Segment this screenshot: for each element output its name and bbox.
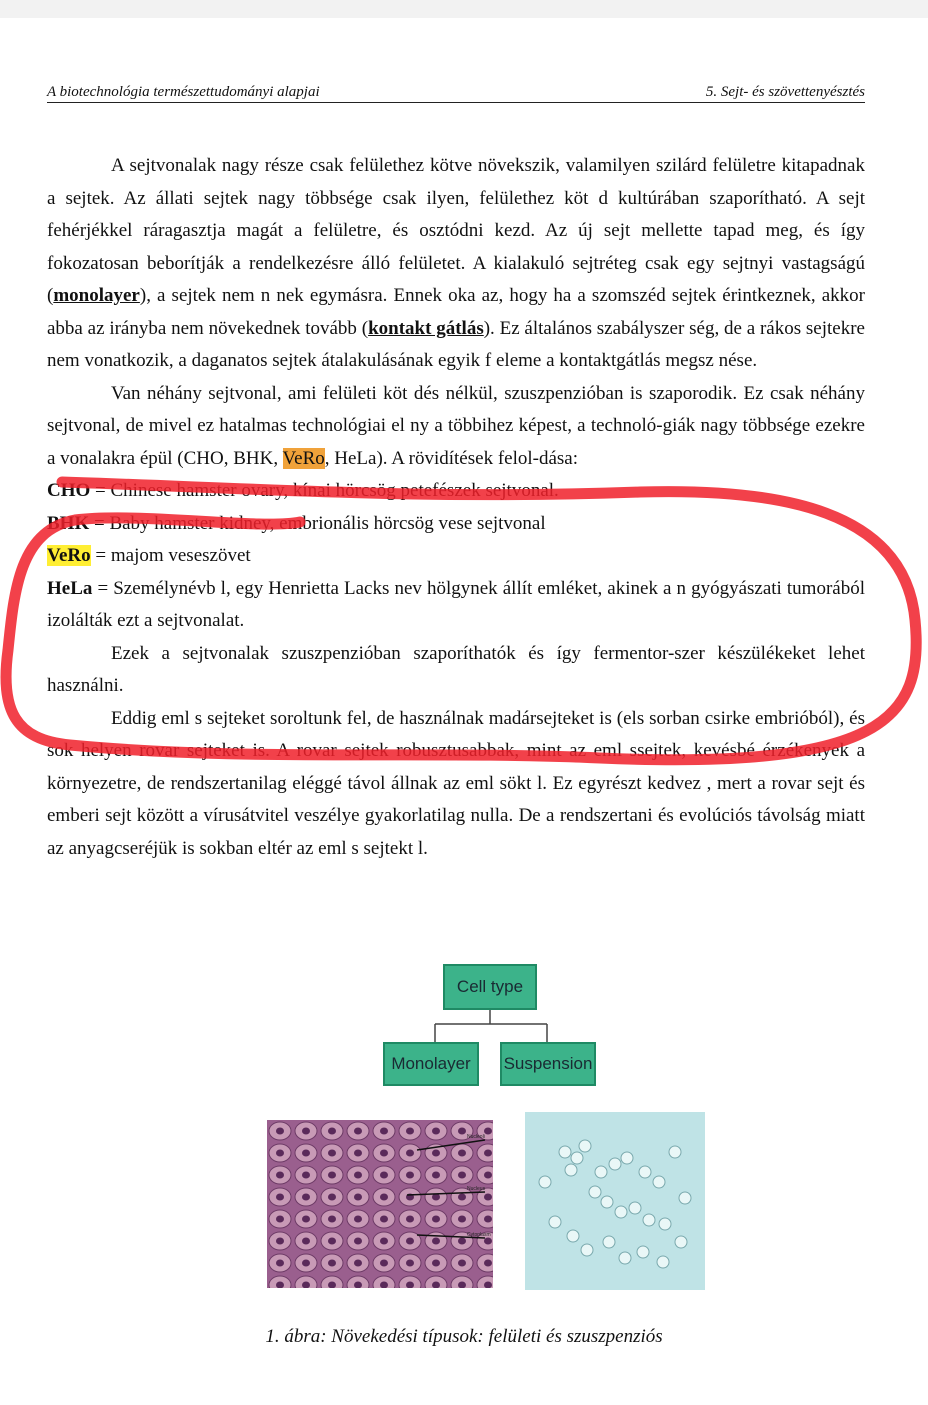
body-text — [47, 150, 865, 865]
diagram-monolayer-box: Monolayer — [383, 1042, 479, 1086]
paragraph-fermentor: Ezek a sejtvonalak szuszpenzióban szaporíthatók és így fermentor-szer készülékeket lehet használni. — [47, 642, 865, 696]
top-status-bar — [0, 0, 928, 18]
text-run: ). Ez általános szabályszer ség, de a rákos sejtekre nem vonatkozik, a daganatos sejtek átalakulásának egyik f eleme a kontaktgátlás megsz nése. — [47, 317, 865, 371]
cell-type-diagram — [380, 962, 600, 1092]
abbr-text: = Személynévb l, egy Henrietta Lacks nev hölgynek állít emléket, akinek a n gyógyászati tumorából izolálták ezt a sejtvonalat. — [47, 577, 865, 631]
abbr-label: BHK — [47, 512, 90, 534]
abbr-text: = majom veseszövet — [90, 545, 251, 566]
text-run: ), a sejtek nem n nek egymásra. Ennek oka az, hogy ha a szomszéd sejtek érintkeznek, akkor abba az irányba nem növekednek tovább ( — [47, 285, 865, 339]
abbr-hela — [47, 573, 865, 638]
header-right-title: 5. Sejt- és szövettenyésztés — [705, 84, 865, 100]
abbr-cho — [47, 475, 865, 508]
abbr-label: HeLa — [47, 577, 93, 599]
abbr-label: CHO — [47, 480, 91, 501]
label-nucleoli: Nucleoli — [467, 1134, 485, 1140]
highlight-vero: VeRo — [282, 447, 325, 469]
abbr-text: = Chinese hamster ovary, kínai hörcsög petefészek sejtvonal. — [90, 480, 559, 501]
text-run: A sejtvonalak nagy része csak felülethez kötve növekszik, valamilyen szilárd felületre kitapadnak a sejtek. Az állati sejtek nagy többsége csak ilyen, felülethez köt d kultúrában szaporítható. A sejt fehérjékkel ráragasztja magát a felületre, és osztódni kezd. Az új sejt mellette tapad meg, és így fokozatosan beborítják a rendelkezésre álló felületet. A kialakuló sejtréteg csak egy sejtnyi vastagságú ( — [47, 155, 865, 306]
paragraph-suspension — [47, 378, 865, 476]
abbr-vero — [47, 540, 865, 573]
label-nucleus: Nucleus — [467, 1186, 486, 1192]
header-left-title: A biotechnológia természettudományi alapjai — [47, 84, 320, 100]
monolayer-micrograph — [267, 1120, 493, 1288]
paragraph-insect-cells: Eddig eml s sejteket soroltunk fel, de használnak madársejteket is (els sorban csirke embrióból), és sok helyen rovar sejteket is. A rovar sejtek robusztusabbak, mint az eml ssejtek, kevésbé érzékenyek a környezetre, de rendszertanilag eléggé távol állnak az eml sökt l. Ez egyrészt kedvez , mert a rovar sejt és emberi sejt között a vírusátvitel veszélye gyakorlatilag nulla. De a rendszertani és evolúciós távolság miatt az anyagcseréjük is sokban eltér az eml s sejtekt l. — [47, 707, 865, 859]
text-run: Van néhány sejtvonal, ami felületi köt dés nélkül, szuszpenzióban is szaporodik. Ez csak néhány sejtvonal, de mivel ez hatalmas technológiai el ny a többihez képest, a technoló-giák nagy többsége ezekre a vonalakra épül (CHO, BHK, — [47, 382, 865, 469]
abbr-label: VeRo — [47, 545, 91, 566]
label-cytoplasm: Cytoplasm — [467, 1232, 491, 1238]
diagram-root-box: Cell type — [443, 964, 537, 1010]
abbr-text: = Baby hamster kidney, embrionális hörcsög vese sejtvonal — [89, 512, 546, 534]
term-monolayer: monolayer — [53, 285, 140, 306]
page-header — [47, 84, 865, 103]
diagram-suspension-box: Suspension — [500, 1042, 596, 1086]
figure-caption: 1. ábra: Növekedési típusok: felületi és szuszpenziós — [265, 1326, 663, 1347]
suspension-micrograph — [525, 1112, 705, 1290]
term-contact-inhibition: kontakt gátlás — [368, 317, 484, 339]
abbr-bhk — [47, 508, 865, 541]
text-run: , HeLa). A rövidítések felol-dása: — [324, 447, 579, 469]
paragraph-monolayer — [47, 150, 865, 378]
